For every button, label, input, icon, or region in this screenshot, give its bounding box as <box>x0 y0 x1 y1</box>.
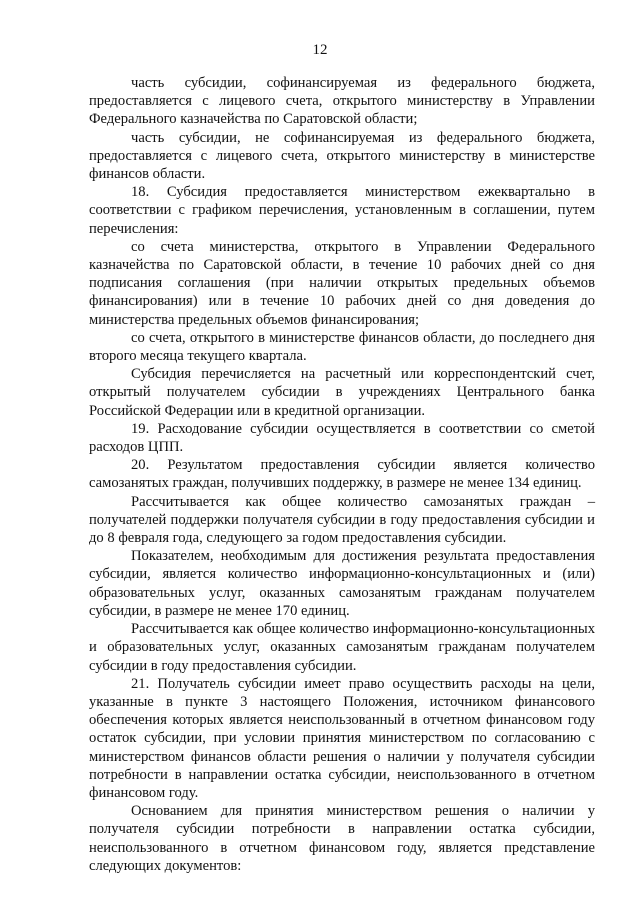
paragraph: Показателем, необходимым для достижения результата предоставления субсидии, является количество информационно-консультационных и (или) образовательных услуг, оказанных самозанятым гражданам получателем субсидии, в размере не менее 170 единиц. <box>89 548 595 619</box>
paragraph: часть субсидии, не софинансируемая из федерального бюджета, предоставляется с лицевого счета, открытого министерству в министерстве финансов области. <box>89 129 595 183</box>
paragraph: со счета, открытого в министерстве финансов области, до последнего дня второго месяца текущего квартала. <box>89 329 595 365</box>
paragraph: 21. Получатель субсидии имеет право осуществить расходы на цели, указанные в пункте 3 настоящего Положения, источником финансового обеспечения которых является неиспользованный в отчетном финансовом году остаток субсидии, при условии принятия министерством по согласованию с министерством финансов области решения о наличии у получателя субсидии потребности в направлении остатка субсидии, неиспользованного в отчетном финансовом году. <box>89 675 595 801</box>
paragraph: Основанием для принятия министерством решения о наличии у получателя субсидии потребности в направлении остатка субсидии, неиспользованного в отчетном финансовом году, является представление следующих документов: <box>89 803 595 874</box>
paragraph: Субсидия перечисляется на расчетный или корреспондентский счет, открытый получателем субсидии в учреждениях Центрального банка Российской Федерации или в кредитной организации. <box>89 366 595 419</box>
paragraph: со счета министерства, открытого в Управлении Федерального казначейства по Саратовской области, в течение 10 рабочих дней со дня подписания соглашения (при наличии открытых предельных объемов финансирования) или в течение 10 рабочих дней со дня доведения до министерства предельных объемов финансирования; <box>89 238 595 328</box>
page-number: 12 <box>312 42 328 58</box>
paragraph: 19. Расходование субсидии осуществляется в соответствии со сметой расходов ЦПП. <box>89 420 595 456</box>
paragraph: Рассчитывается как общее количество информационно-консультационных и образовательных услуг, оказанных самозанятым гражданам получателем субсидии в году предоставления субсидии. <box>89 621 595 674</box>
paragraph: Рассчитывается как общее количество самозанятых граждан – получателей поддержки получателя субсидии в году предоставления субсидии и до 8 февраля года, следующего за годом предоставления субсидии. <box>89 493 595 547</box>
paragraph: 18. Субсидия предоставляется министерством ежеквартально в соответствии с графиком перечисления, установленным в соглашении, путем перечисления: <box>89 184 595 237</box>
document-body <box>89 74 595 875</box>
paragraph: часть субсидии, софинансируемая из федерального бюджета, предоставляется с лицевого счета, открытого министерству в Управлении Федерального казначейства по Саратовской области; <box>89 75 595 128</box>
paragraph: 20. Результатом предоставления субсидии является количество самозанятых граждан, получивших поддержку, в размере не менее 134 единиц. <box>89 457 595 492</box>
